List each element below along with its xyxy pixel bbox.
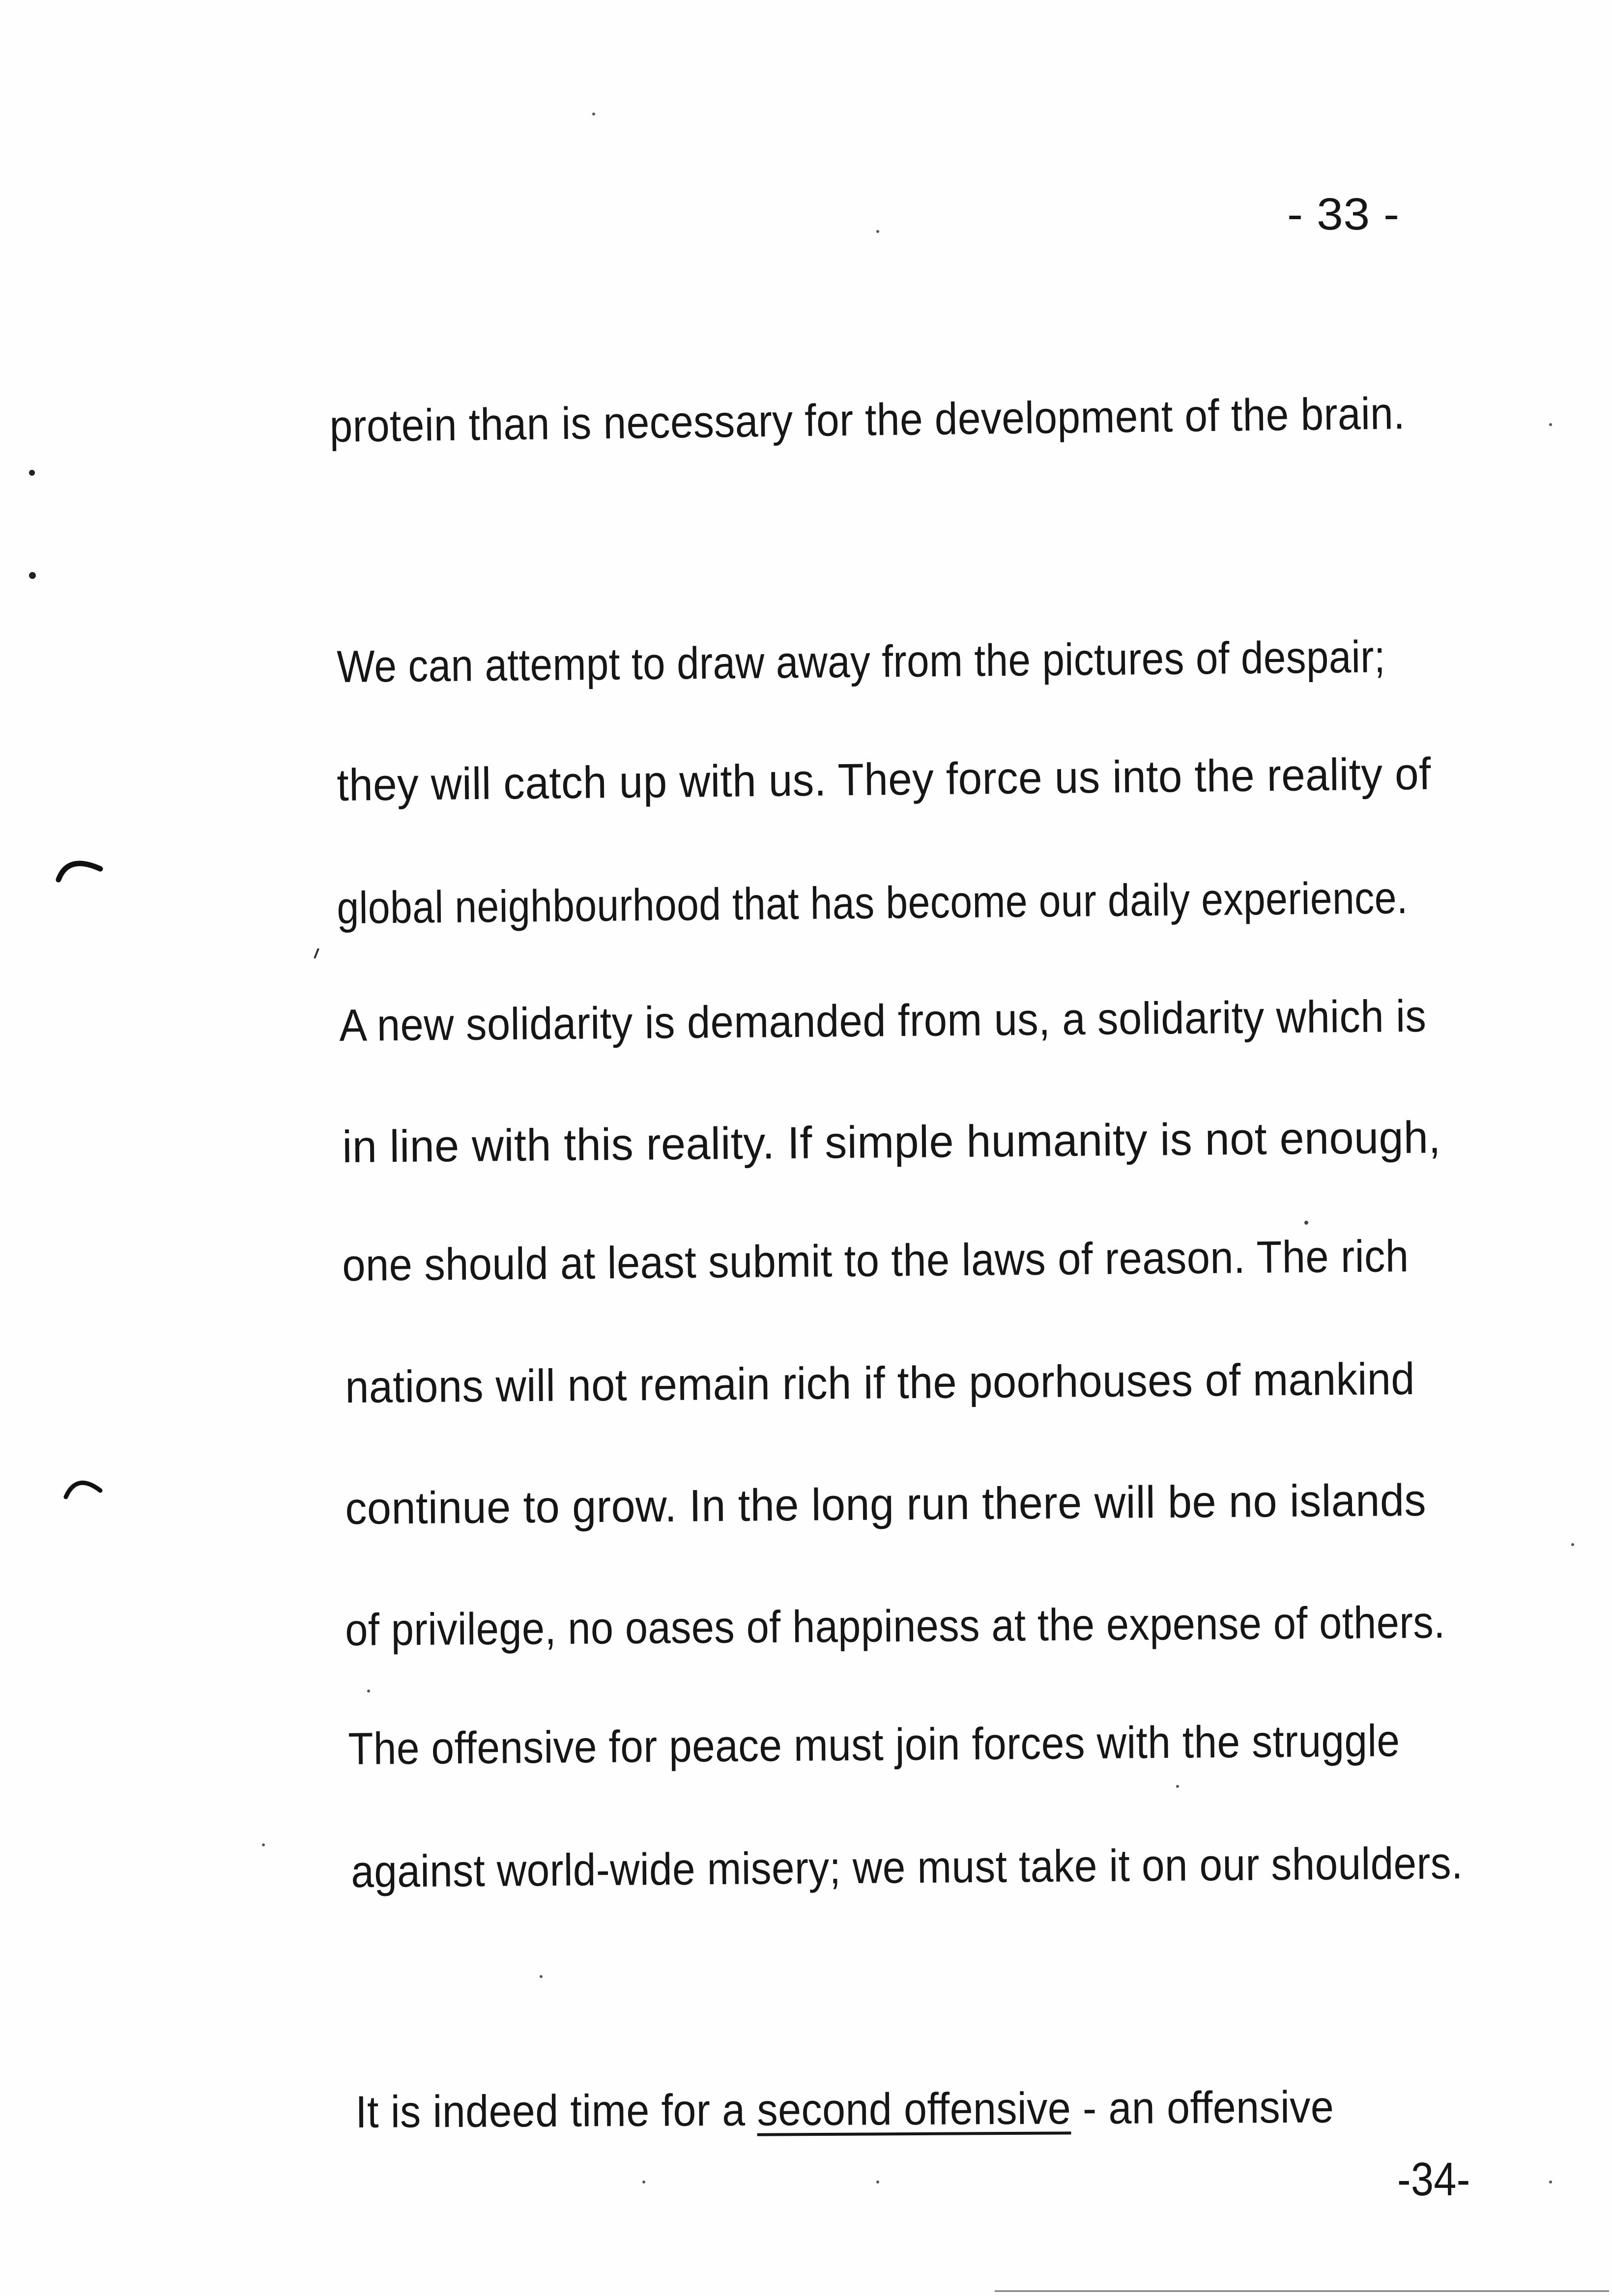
scan-speck bbox=[876, 2181, 879, 2183]
text-line: A new solidarity is demanded from us, a solidarity which is bbox=[339, 991, 1427, 1051]
underlined-emphasis: second offensive bbox=[757, 2083, 1071, 2135]
text-line: they will catch up with us. They force us into the reality of bbox=[336, 748, 1432, 810]
scan-speck bbox=[29, 470, 35, 476]
scan-speck bbox=[367, 1690, 370, 1693]
text-run: - an offensive bbox=[1070, 2082, 1334, 2134]
text-line: protein than is necessary for the development of the brain. bbox=[329, 388, 1406, 452]
punch-hole-shadow-mark bbox=[66, 1483, 100, 1497]
text-line: in line with this reality. If simple humanity is not enough, bbox=[342, 1112, 1441, 1172]
text-line: of privilege, no oases of happiness at the expense of others. bbox=[345, 1597, 1446, 1655]
scan-speck bbox=[540, 1975, 543, 1978]
scan-speck bbox=[1549, 2181, 1552, 2183]
text-line: against world-wide misery; we must take it on our shoulders. bbox=[350, 1838, 1464, 1897]
scan-speck bbox=[262, 1843, 265, 1846]
text-line: one should at least submit to the laws of reason. The rich bbox=[342, 1231, 1409, 1291]
text-run: It is indeed time for a bbox=[355, 2085, 757, 2137]
scan-speck bbox=[642, 2181, 645, 2183]
scan-speck bbox=[1304, 1221, 1308, 1225]
scan-speck bbox=[315, 948, 318, 958]
text-line: nations will not remain rich if the poorhouses of mankind bbox=[345, 1353, 1415, 1412]
scan-speck bbox=[1176, 1785, 1179, 1788]
text-line: global neighbourhood that has become our daily experience. bbox=[336, 873, 1409, 933]
punch-hole-shadow-mark bbox=[58, 863, 100, 880]
page-number: - 33 - bbox=[1287, 189, 1400, 239]
next-page-marker: -34- bbox=[1397, 2153, 1470, 2206]
text-line bbox=[355, 2082, 1334, 2137]
text-line: continue to grow. In the long run there will be no islands bbox=[345, 1475, 1427, 1534]
text-line: We can attempt to draw away from the pictures of despair; bbox=[336, 631, 1386, 692]
scan-speck bbox=[29, 572, 36, 579]
scan-speck bbox=[1549, 423, 1552, 426]
scan-speck bbox=[1571, 1543, 1574, 1546]
text-line: The offensive for peace must join forces with the struggle bbox=[347, 1716, 1400, 1774]
scan-speck bbox=[592, 113, 595, 115]
scan-speck bbox=[876, 230, 879, 233]
